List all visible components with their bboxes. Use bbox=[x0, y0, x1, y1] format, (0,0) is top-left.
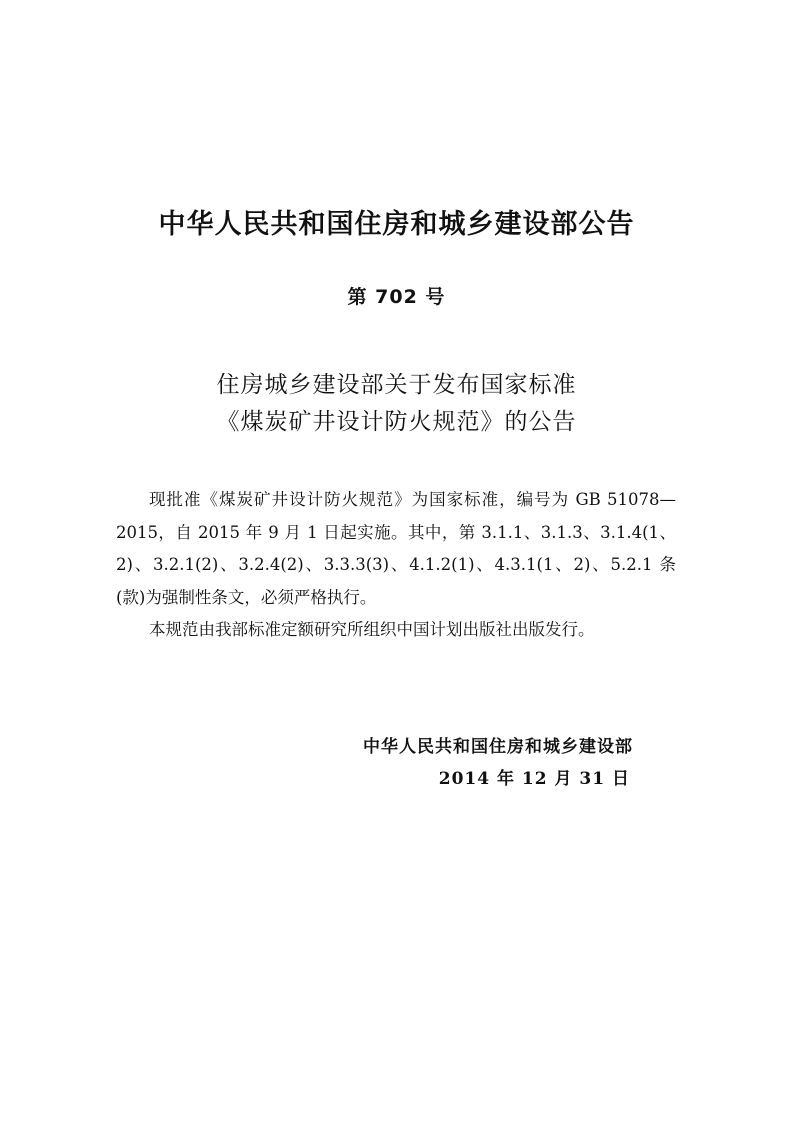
body-paragraph-1: 现批准《煤炭矿井设计防火规范》为国家标准，编号为 GB 51078—2015，自 2015 年 9 月 1 日起实施。其中，第 3.1.1、3.1.3、3.1.4(1、2)、3.2.1(2)、3.2.4(2)、3.3.3(3)、4.1.2(1)、4.3.1(1、2)、5.2.1 条(款)为强制性条文，必须严格执行。 bbox=[116, 490, 676, 607]
announcement-number: 第 702 号 bbox=[347, 286, 446, 308]
announcement-title: 中华人民共和国住房和城乡建设部公告 bbox=[158, 209, 635, 240]
announcement-subtitle-line1: 住房城乡建设部关于发布国家标准 bbox=[216, 372, 577, 398]
announcement-body bbox=[116, 484, 676, 647]
signature-organization: 中华人民共和国住房和城乡建设部 bbox=[363, 737, 633, 757]
body-paragraph-2: 本规范由我部标准定额研究所组织中国计划出版社出版发行。 bbox=[149, 620, 595, 639]
signature-date: 2014 年 12 月 31 日 bbox=[438, 769, 630, 789]
announcement-subtitle-line2: 《煤炭矿井设计防火规范》的公告 bbox=[216, 409, 577, 435]
